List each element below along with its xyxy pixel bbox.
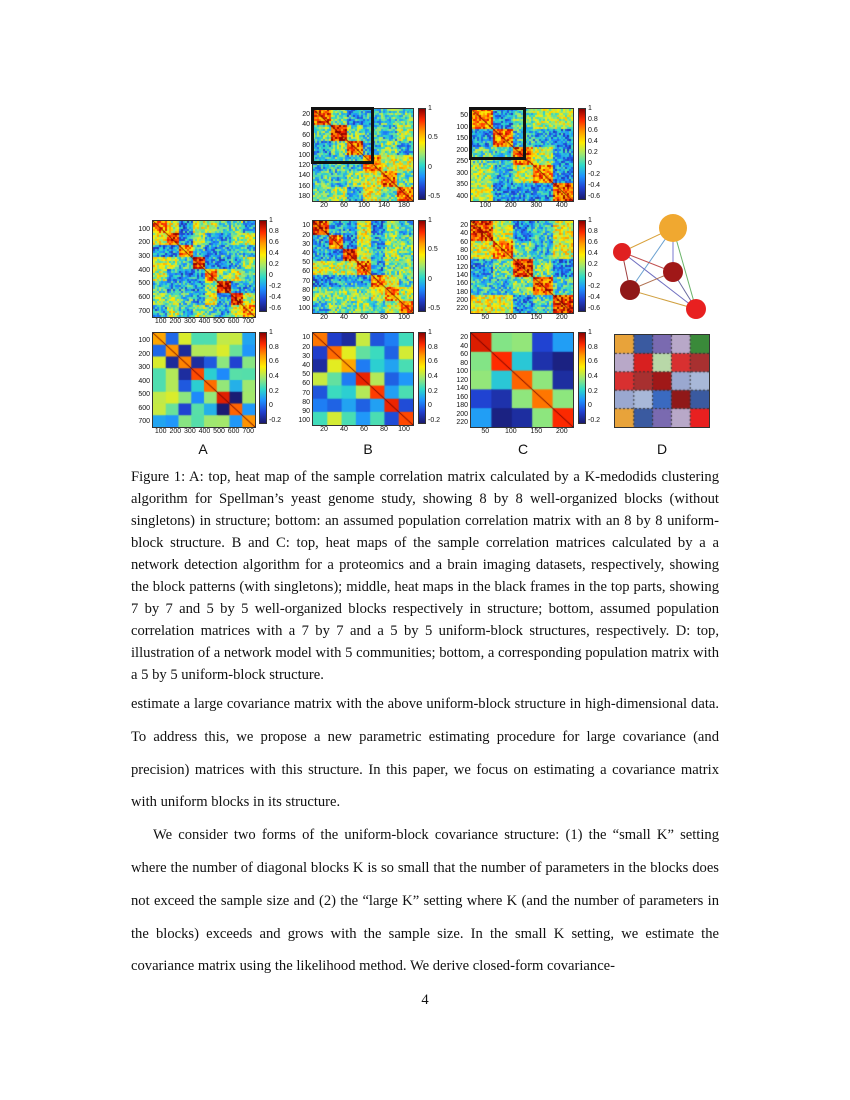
x-tick-label: 100 [398,314,410,321]
community-node [613,243,631,261]
y-tick-label: 200 [456,297,468,305]
y-tick-label: 60 [302,268,310,276]
colorbar-tick-label: 0.6 [269,239,279,246]
colorbar-tick-label: 0.2 [269,387,279,395]
colorbar-tick-label: 0.6 [588,239,598,246]
colorbar-tick-label: -0.5 [428,193,441,200]
colorbar-tick-label: 1 [588,217,592,224]
y-tick-label: 40 [302,362,310,370]
x-tick-label: 50 [481,428,490,435]
colorbar-tick-label: 0.6 [428,358,438,366]
page-number: 4 [421,992,429,1008]
y-tick-label: 40 [460,230,468,238]
y-tick-label: 300 [456,169,468,177]
y-tick-label: 100 [138,337,150,345]
y-tick-label: 60 [302,380,310,388]
colorbar-tick-label: 0.8 [428,343,438,351]
colorbar-tick-label: 0 [269,402,273,410]
network-model-illustration [610,210,720,325]
colorbar-tick-label: 1 [269,329,273,336]
x-tick-label: 100 [358,202,370,209]
y-tick-label: 350 [456,181,468,189]
x-tick-label: 200 [169,318,182,325]
x-tick-label: 80 [380,314,388,321]
x-tick-label: 400 [555,202,568,209]
paragraph: estimate a large covariance matrix with the above uniform-block structure in high-dimensional data. To address this, we propose a new parametric estimating procedure for large covariance (and precision) matrices with this structure. In this paper, we focus on estimating a covariance matrix with uniform blocks in its structure. [131,696,719,811]
y-tick-label: 50 [302,371,310,379]
heatmap-b-mid [312,220,414,314]
y-tick-label: 40 [302,121,310,129]
y-tick-label: 100 [456,255,468,263]
y-tick-label: 80 [302,398,310,406]
y-tick-label: 180 [456,288,468,296]
colorbar-tick-label: -0.2 [588,283,601,290]
colorbar-b-bot [418,332,426,424]
x-tick-label: 200 [504,202,517,209]
y-tick-label: 60 [460,351,468,359]
y-tick-label: 70 [302,389,310,397]
colorbar-tick-label: 0 [428,402,432,410]
y-tick-label: 60 [302,131,310,139]
y-tick-label: 20 [302,231,310,239]
panel-label-a: A [198,441,208,457]
y-tick-label: 100 [298,152,310,160]
x-tick-label: 500 [213,428,225,435]
y-tick-label: 90 [302,296,310,304]
y-tick-label: 600 [138,404,150,412]
colorbar-c-mid [578,220,586,312]
colorbar-b-mid [418,220,426,312]
x-tick-label: 200 [555,428,568,435]
heatmap-a-bot [152,332,256,428]
heatmap-b-bot [312,332,414,426]
colorbar-tick-label: 0.8 [269,343,279,351]
community-node [659,214,687,242]
colorbar-tick-label: 0.8 [588,116,598,123]
colorbar-tick-label: -0.4 [269,294,282,301]
y-tick-label: 160 [298,182,310,190]
colorbar-tick-label: 0.5 [428,134,438,142]
x-tick-label: 140 [378,202,390,209]
colorbar-tick-label: 0.4 [588,250,598,257]
y-tick-label: 220 [456,305,468,313]
community-node [686,299,706,319]
y-tick-label: 200 [456,146,468,154]
heatmap-c-bot [470,332,574,428]
x-tick-label: 100 [504,428,517,435]
y-tick-label: 180 [298,192,310,200]
colorbar-tick-label: 1 [428,217,432,224]
y-tick-label: 700 [138,417,150,425]
x-tick-label: 20 [320,426,328,433]
colorbar-tick-label: 1 [588,329,592,336]
y-tick-label: 30 [302,240,310,248]
colorbar-tick-label: -0.6 [269,305,282,312]
community-node [663,262,683,282]
colorbar-tick-label: -0.2 [428,417,441,424]
colorbar-c-bot [578,332,586,424]
y-tick-label: 80 [460,246,468,254]
colorbar-tick-label: 0.4 [588,373,598,380]
x-tick-label: 600 [227,318,240,325]
heatmap-d-bot [614,334,710,428]
y-tick-label: 10 [302,222,310,230]
colorbar-tick-label: -0.2 [588,171,601,178]
x-tick-label: 40 [340,426,348,433]
paragraph: We consider two forms of the uniform-block covariance structure: (1) the “small K” setting where the number of diagonal blocks K is so small that the number of parameters in the blocks does not exceed the sample size and (2) the “large K” setting where K (and the number of parameters in the blocks) exceeds and grows with the sample size. In the small K setting, we estimate the covariance matrix using the likelihood method. We derive closed-form covariance- [131,827,719,975]
panel-label-c: C [517,441,529,457]
heatmap-a-mid [152,220,256,318]
colorbar-tick-label: 0.8 [588,228,598,235]
x-tick-label: 200 [169,428,182,435]
y-tick-label: 120 [456,376,468,384]
y-tick-label: 30 [302,352,310,360]
colorbar-tick-label: 0.2 [269,261,279,268]
x-tick-label: 20 [320,314,328,321]
colorbar-tick-label: 1 [588,105,592,112]
x-tick-label: 20 [320,202,328,209]
colorbar-tick-label: -0.6 [588,193,601,200]
colorbar-tick-label: -0.6 [588,305,601,312]
black-frame [311,107,374,164]
y-tick-label: 200 [456,410,468,418]
colorbar-tick-label: -0.5 [428,305,441,312]
colorbar-tick-label: 1 [269,217,273,224]
colorbar-tick-label: -0.2 [269,283,282,290]
x-tick-label: 700 [242,318,254,325]
colorbar-a-mid [259,220,267,312]
y-tick-label: 60 [460,238,468,246]
x-tick-label: 400 [198,428,211,435]
y-tick-label: 90 [302,408,310,416]
colorbar-c-top [578,108,586,200]
panel-label-d: D [656,441,668,457]
colorbar-tick-label: 0.2 [588,149,598,156]
x-tick-label: 150 [530,314,543,321]
colorbar-tick-label: 0.6 [588,127,598,134]
y-tick-label: 140 [456,272,468,280]
y-tick-label: 500 [138,280,150,288]
y-tick-label: 400 [138,266,150,274]
y-tick-label: 300 [138,364,150,372]
y-tick-label: 20 [460,333,468,341]
colorbar-a-bot [259,332,267,424]
x-tick-label: 80 [380,426,388,433]
colorbar-tick-label: 0.8 [588,343,598,351]
y-tick-label: 80 [302,141,310,149]
colorbar-tick-label: -0.2 [588,417,601,424]
figure-caption: Figure 1: A: top, heat map of the sample correlation matrix calculated by a K-medodids clustering algorithm for Spellman’s yeast genome study, showing 8 by 8 well-organized blocks (without singletons) in structure; bottom: an assumed population correlation matrix with an 8 by 8 uniform-block structure. B and C: top, heat maps of the sample correlation matrices calculated by a a network detection algorithm for a proteomics and a brain imaging datasets, respectively, showing the block patterns (with singletons); middle, heat maps in the black frames in the top parts, showing 7 by 7 and 5 by 5 well-organized blocks respectively in structure; bottom, assumed population correlation matrices with a 7 by 7 and a 5 by 5 uniform-block structures, respectively. D: top, illustration of a network model with 5 communities; bottom, a corresponding population matrix with a 5 by 5 uniform-block structure. [131,469,719,683]
y-tick-label: 400 [138,377,150,385]
colorbar-tick-label: -0.4 [588,294,601,301]
x-tick-label: 700 [242,428,254,435]
colorbar-tick-label: 0.4 [269,250,279,257]
x-tick-label: 600 [227,428,240,435]
y-tick-label: 250 [456,158,468,166]
y-tick-label: 700 [138,307,150,315]
colorbar-tick-label: -0.2 [269,417,282,424]
colorbar-tick-label: -0.4 [588,182,601,189]
x-tick-label: 100 [479,202,492,209]
colorbar-tick-label: 0.6 [269,358,279,366]
y-tick-label: 80 [302,286,310,294]
y-tick-label: 180 [456,402,468,410]
x-tick-label: 200 [555,314,568,321]
y-tick-label: 80 [460,359,468,367]
colorbar-tick-label: 0.4 [269,373,279,380]
y-tick-label: 150 [456,135,468,143]
colorbar-tick-label: 0.2 [588,261,598,268]
colorbar-tick-label: 0.8 [269,228,279,235]
colorbar-tick-label: 0 [588,272,592,279]
x-tick-label: 60 [340,202,348,209]
y-tick-label: 50 [302,259,310,267]
x-tick-label: 100 [398,426,410,433]
y-tick-label: 100 [298,417,310,425]
y-tick-label: 600 [138,294,150,302]
y-tick-label: 100 [298,305,310,313]
y-tick-label: 200 [138,239,150,247]
x-tick-label: 50 [481,314,490,321]
body-text [131,688,719,983]
y-tick-label: 40 [460,342,468,350]
x-tick-label: 500 [213,318,225,325]
community-node [620,280,640,300]
x-tick-label: 100 [154,318,167,325]
black-frame [469,107,526,160]
y-tick-label: 20 [460,221,468,229]
colorbar-tick-label: 0.4 [588,138,598,145]
y-tick-label: 100 [456,368,468,376]
y-tick-label: 500 [138,391,150,399]
y-tick-label: 70 [302,277,310,285]
panel-label-b: B [363,441,373,457]
y-tick-label: 160 [456,280,468,288]
colorbar-tick-label: 1 [428,105,432,112]
colorbar-tick-label: 0.2 [428,387,438,395]
y-tick-label: 50 [460,112,468,120]
x-tick-label: 100 [504,314,517,321]
y-tick-label: 100 [138,225,150,233]
x-tick-label: 60 [360,426,368,433]
x-tick-label: 180 [398,202,410,209]
y-tick-label: 10 [302,334,310,342]
colorbar-tick-label: 0.5 [428,246,438,254]
y-tick-label: 120 [456,263,468,271]
y-tick-label: 140 [456,385,468,393]
y-tick-label: 220 [456,419,468,427]
colorbar-tick-label: 0 [269,272,273,279]
x-tick-label: 300 [184,428,196,435]
colorbar-b-top [418,108,426,200]
y-tick-label: 100 [456,123,468,131]
heatmap-c-mid [470,220,574,314]
x-tick-label: 400 [198,318,211,325]
y-tick-label: 400 [456,192,468,200]
colorbar-tick-label: 1 [428,329,432,336]
y-tick-label: 40 [302,250,310,258]
colorbar-tick-label: 0 [428,163,432,171]
colorbar-tick-label: 0.2 [588,387,598,395]
x-tick-label: 300 [184,318,196,325]
y-tick-label: 200 [138,350,150,358]
figure-1 [0,0,850,470]
y-tick-label: 120 [298,162,310,170]
x-tick-label: 150 [530,428,543,435]
y-tick-label: 140 [298,172,310,180]
y-tick-label: 300 [138,253,150,261]
y-tick-label: 160 [456,393,468,401]
colorbar-tick-label: 0 [428,275,432,283]
x-tick-label: 300 [530,202,543,209]
colorbar-tick-label: 0 [588,402,592,410]
x-tick-label: 60 [360,314,368,321]
x-tick-label: 40 [340,314,348,321]
colorbar-tick-label: 0.6 [588,358,598,366]
colorbar-tick-label: 0 [588,160,592,167]
colorbar-tick-label: 0.4 [428,373,438,380]
y-tick-label: 20 [302,343,310,351]
x-tick-label: 100 [154,428,167,435]
y-tick-label: 20 [302,111,310,119]
